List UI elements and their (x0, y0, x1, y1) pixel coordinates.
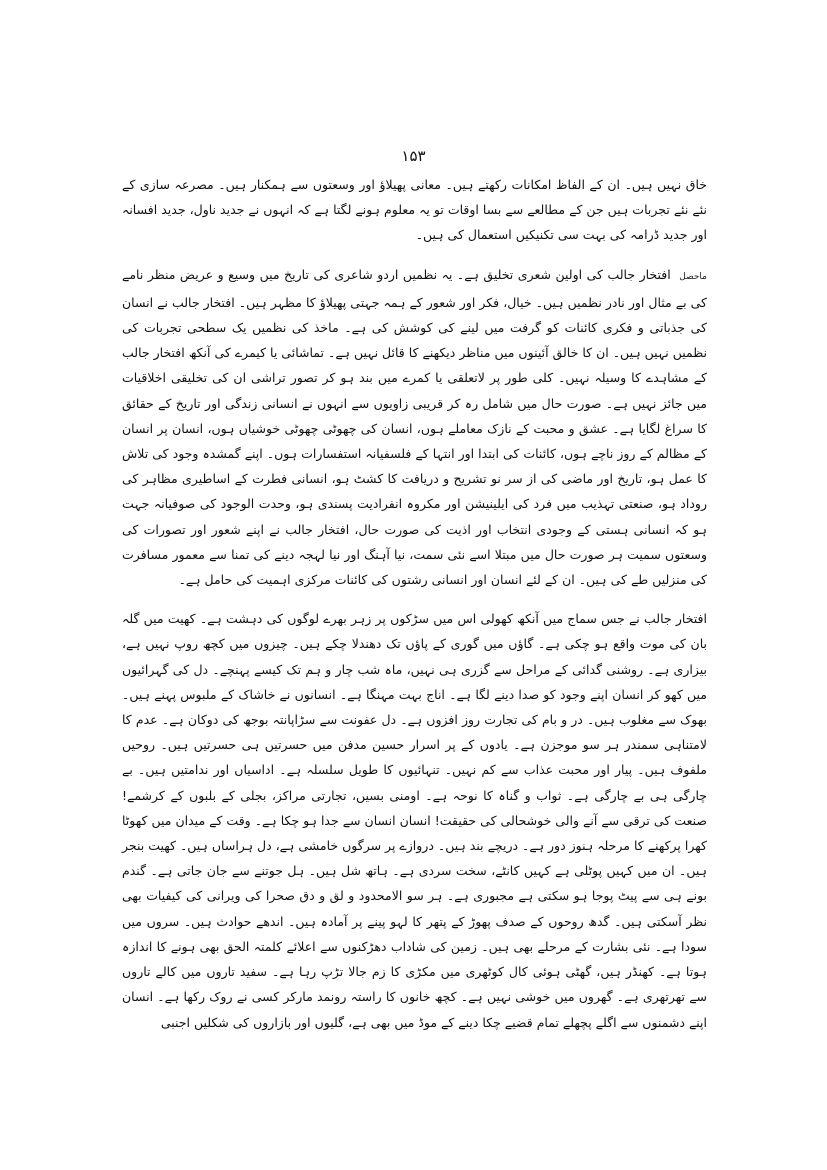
page-body (122, 172, 707, 1045)
paragraph-3-text: افتخار جالب نے جس سماج میں آنکھ کھولی اس میں سڑکوں پر زہر بھرے لوگوں کی دہشت ہے۔ کھیت میں گلہ بان کی موت واقع ہو چکی ہے۔ گاؤں میں گوری کے پاؤں تک دھندلا چکے ہیں۔ چیزوں میں کچھ روپ نہیں ہے، بیزاری ہے۔ روشنی گدائی کے مراحل سے گزری ہی نہیں، ماہ شب چار و ہم تک کیسے پہنچے۔ دل کی گہرائیوں میں کھو کر انسان اپنے وجود کو صدا دینے لگا ہے۔ اناج بہت مہنگا ہے۔ انسانوں نے خاشاک کے ملبوس پہنے ہیں۔ بھوک سے مغلوب ہیں۔ در و بام کی تجارت روز افزوں ہے۔ دل عفونت سے سڑاپانتہ بوجھ کی دوکان ہے۔ عدم کا لامتناہی سمندر ہر سو موجزن ہے۔ یادوں کے پر اسرار حسین مدفن میں حسرتیں ہی حسرتیں ہیں۔ روحیں ملفوف ہیں۔ پیار اور محبت عذاب سے کم نہیں۔ تنہائیوں کا طویل سلسلہ ہے۔ اداسیاں اور ندامتیں ہیں۔ بے چارگی ہی بے چارگی ہے۔ ثواب و گناہ کا نوحہ ہے۔ اومنی بسیں، تجارتی مراکز، بجلی کے بلبوں کے کرشمے! صنعت کی ترقی سے آنے والی خوشحالی کی حقیقت! انسان انسان سے جدا ہو چکا ہے۔ وقت کے میدان میں کھوٹا کھرا پرکھنے کا مرحلہ ہنوز دور ہے۔ دریچے بند ہیں۔ دروازے پر سرگوں خامشی ہے، دل ہراساں ہیں۔ کھیت بنجر ہیں۔ ان میں کہیں پوٹلی ہے کہیں کانٹے، سخت سردی ہے۔ ہاتھ شل ہیں۔ ہل جوتنے سے جان جاتی ہے۔ گندم بونے ہی سے پیٹ پوجا ہو سکتی ہے مجبوری ہے۔ ہر سو الامحدود و لق و دق صحرا کی ویرانی کی کیفیات بھی نظر آسکتی ہیں۔ گدھ روحوں کے صدف پھوڑ کے پتھر کا لہو پینے پر آمادہ ہیں۔ اندھے حوادث ہیں۔ سروں میں سودا ہے۔ نئی بشارت کے مرحلے بھی ہیں۔ زمین کی شاداب دھڑکنوں سے اعلائے کلمتہ الحق بھی ہونے کا اندازہ ہوتا ہے۔ کھنڈر ہیں، گھٹی ہوئی کال کوٹھری میں مکڑی کا زم جالا تڑپ رہا ہے۔ سفید تاروں میں کالے تاروں سے تھرتھری ہے۔ گھروں میں خوشی نہیں ہے۔ کچھ خانوں کا راستہ رونمد مارکر کسی نے روک رکھا ہے۔ انسان اپنے دشمنوں سے اگلے پچھلے تمام قضیے چکا دینے کے موڈ میں بھی ہے، گلیوں اور بازاروں کی شکلیں اجنبی (122, 611, 707, 1030)
paragraph-1-text: خاق نہیں ہیں۔ ان کے الفاظ امکانات رکھتے ہیں۔ معانی پھیلاؤ اور وسعتوں سے ہمکنار ہیں۔ مصرعہ سازی کے نئے نئے تجربات ہیں جن کے مطالعے سے بسا اوقات تو یہ معلوم ہونے لگتا ہے کہ انہوں نے جدید ناول، جدید افسانہ اور جدید ڈرامہ کی بہت سی تکنیکیں استعمال کی ہیں۔ (122, 177, 707, 243)
paragraph-3 (122, 606, 707, 1034)
paragraph-2-lead-word: ماحصل (679, 271, 707, 282)
paragraph-2 (122, 262, 707, 593)
paragraph-1 (122, 172, 707, 248)
paragraph-2-text: افتخار جالب کی اولین شعری تخلیق ہے۔ یہ نظمیں اردو شاعری کی تاریخ میں وسیع و عریض منظر نامے کی بے مثال اور نادر نظمیں ہیں۔ خیال، فکر اور شعور کے ہمہ جہتی پھیلاؤ کا مظہر ہیں۔ افتخار جالب نے انسان کی جذباتی و فکری کائنات کو گرفت میں لینے کی کوشش کی ہے۔ ماخذ کی نظمیں یک سطحی تجربات کی نظمیں نہیں ہیں۔ ان کا خالق آئینوں میں مناظر دیکھنے کا قائل نہیں ہے۔ تماشائی یا کیمرے کی آنکھ افتخار جالب کے مشاہدے کا وسیلہ نہیں۔ کلی طور پر لاتعلقی یا کمرے میں بند ہو کر تصور تراشی ان کی تخلیقی اخلاقیات میں جائز نہیں ہے۔ صورت حال میں شامل رہ کر قریبی زاویوں سے انہوں نے انسانی زندگی اور تاریخ کے حقائق کا سراغ لگایا ہے۔ عشق و محبت کے نازک معاملے ہوں، انسان کی چھوٹی چھوٹی خوشیاں ہوں، انسان پر انسان کے مظالم کے روز ناچے ہوں، کائنات کی ابتدا اور انتہا کے فلسفیانہ استفسارات ہوں۔ اپنے گمشدہ وجود کی تلاش کا عمل ہو، تاریخ اور ماضی کی از سر نو تشریح و دریافت کا کشٹ ہو، انسانی فطرت کے اساطیری مظاہر کی روداد ہو، صنعتی تہذیب میں فرد کی ایلینیشن اور مکروہ انفرادیت پسندی ہو، وحدت الوجود کی صوفیانہ جہت ہو کہ انسانی ہستی کے وجودی انتخاب اور اذیت کی صورت حال، افتخار جالب نے اپنے شعور اور تصورات کی وسعتوں سمیت ہر صورت حال میں مبتلا اسے نئی سمت، نیا آہنگ اور نیا لہجہ دینے کی تمنا سے معمور مسافرت کی منزلیں طے کی ہیں۔ ان کے لئے انسان اور انسانی رشتوں کی کائنات مرکزی اہمیت کی حامل ہے۔ (122, 266, 707, 588)
page-number: ۱۵۳ (401, 147, 426, 165)
